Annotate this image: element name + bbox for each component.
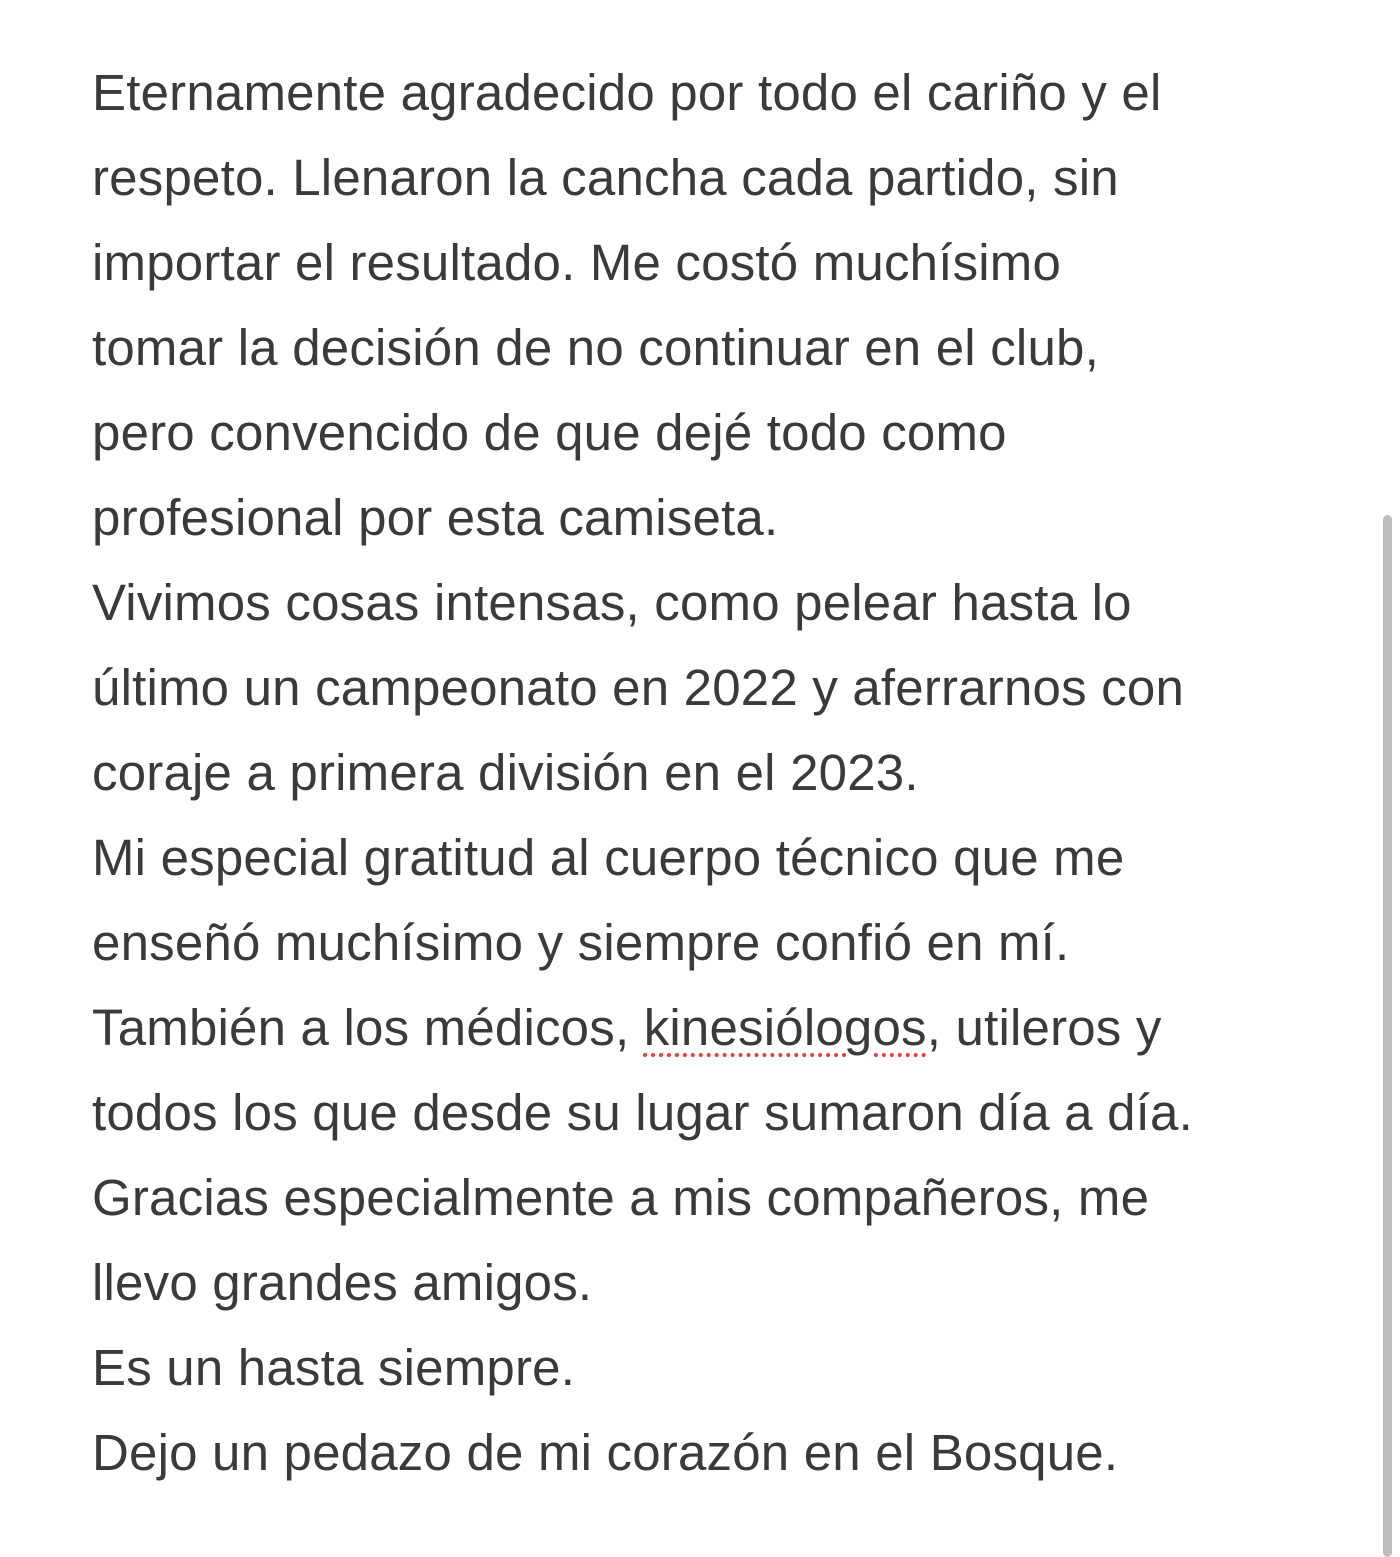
note-line: enseñó muchísimo y siempre confió en mí.	[92, 914, 1070, 971]
note-line-text: , utileros y	[926, 999, 1162, 1056]
note-line: último un campeonato en 2022 y aferrarnos con	[92, 659, 1185, 716]
note-line: importar el resultado. Me costó muchísimo	[92, 234, 1062, 291]
note-line: profesional por esta camiseta.	[92, 489, 779, 546]
note-line: tomar la decisión de no continuar en el club,	[92, 319, 1099, 376]
note-line: Dejo un pedazo de mi corazón en el Bosque.	[92, 1424, 1119, 1481]
misspelled-word[interactable]: kinesiólogos	[643, 999, 927, 1056]
note-line: Eternamente agradecido por todo el cariño y el	[92, 64, 1162, 121]
note-line: Es un hasta siempre.	[92, 1339, 576, 1396]
vertical-scrollbar[interactable]	[1380, 0, 1394, 1557]
note-line: coraje a primera división en el 2023.	[92, 744, 919, 801]
note-line: Mi especial gratitud al cuerpo técnico que me	[92, 829, 1125, 886]
note-line: Gracias especialmente a mis compañeros, me	[92, 1169, 1150, 1226]
note-line: todos los que desde su lugar sumaron día a día.	[92, 1084, 1193, 1141]
note-line-text: También a los médicos,	[92, 999, 644, 1056]
note-line: llevo grandes amigos.	[92, 1254, 593, 1311]
scrollbar-thumb[interactable]	[1383, 515, 1392, 1557]
note-line	[92, 985, 1352, 1070]
note-line: pero convencido de que dejé todo como	[92, 404, 1007, 461]
note-text-area[interactable]	[92, 50, 1352, 1495]
note-line: respeto. Llenaron la cancha cada partido, sin	[92, 149, 1119, 206]
note-line: Vivimos cosas intensas, como pelear hasta lo	[92, 574, 1132, 631]
